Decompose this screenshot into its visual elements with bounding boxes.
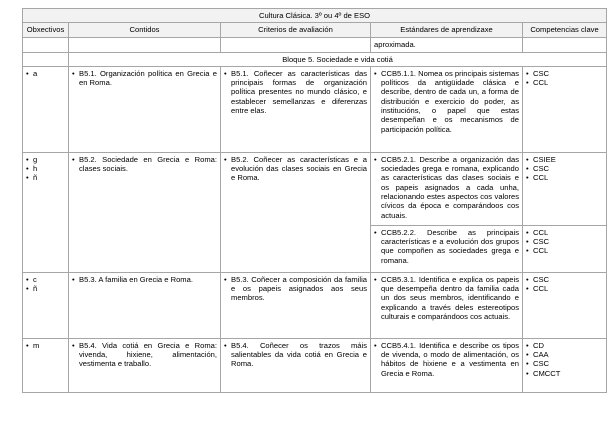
obxectivos-cell [23,272,69,338]
competencias-cell [523,338,607,392]
column-header-competencias: Competencias clave [523,23,607,37]
competencia-item: • CMCCT [526,369,603,378]
criterios-cell [221,152,371,272]
column-header-obxectivos: Obxectivos [23,23,69,37]
obxectivo-item: • ñ [26,173,65,182]
table-row [23,66,607,152]
obxectivos-cell [23,152,69,272]
competencia-item: • CCL [526,246,603,255]
contido-text: • B5.1. Organización política en Grecia e en Roma. [72,69,217,88]
criterios-cell [221,272,371,338]
criterio-text: • B5.2. Coñecer as características e a evolución das clases sociais en Grecia e Roma. [224,155,367,183]
competencias-cell [523,66,607,152]
competencia-item: • CD [526,341,603,350]
contidos-cell [69,338,221,392]
criterio-text: • B5.4. Coñecer os trazos máis salientables da vida cotiá en Grecia e Roma. [224,341,367,369]
competencia-item: • CSC [526,69,603,78]
competencias-cell [523,272,607,338]
estandar-text: • CCB5.1.1. Nomea os principais sistemas políticos da antigüidade clásica e describe, dentro de cada un, a forma de distribución e exercicio do poder, as institucións, o papel que estas desempeñan e os mecanismos de participación política. [374,69,519,134]
criterio-text: • B5.3. Coñecer a composición da familia e os papeis asignados aos seus membros. [224,275,367,303]
competencia-item: • CCL [526,173,603,182]
curriculum-table [22,8,607,393]
obxectivo-item: • c [26,275,65,284]
contidos-cell [69,272,221,338]
contido-text: • B5.4. Vida cotiá en Grecia e Roma: vivenda, hixiene, alimentación, vestimenta e traballo. [72,341,217,369]
competencias-cell [523,225,607,272]
carryover-cell [523,37,607,52]
competencia-item: • CSC [526,275,603,284]
competencia-item: • CSC [526,237,603,246]
carryover-text: aproximada. [371,37,523,52]
competencias-cell [523,152,607,225]
block-spacer-cell [23,52,69,66]
contido-text: • B5.3. A familia en Grecia e Roma. [72,275,217,284]
competencia-item: • CSIEE [526,155,603,164]
estandar-text: • CCB5.3.1. Identifica e explica os papeis que desempeña dentro da familia cada un dos seus membros, identificando e explicando a través deles estereotipos culturais e comparándoos cos actuais. [374,275,519,321]
obxectivo-item: • ñ [26,284,65,293]
estandar-text: • CCB5.2.2. Describe as principais características e a evolución dos grupos que compoñen as sociedades grega e romana. [374,228,519,265]
competencia-item: • CAA [526,350,603,359]
obxectivo-item: • g [26,155,65,164]
block-title: Bloque 5. Sociedade e vida cotiá [69,52,607,66]
estandar-cell [371,152,523,225]
competencia-item: • CCL [526,284,603,293]
estandar-cell [371,338,523,392]
obxectivo-item: • a [26,69,65,78]
column-header-estandares: Estándares de aprendizaxe [371,23,523,37]
estandar-cell [371,272,523,338]
obxectivos-cell [23,338,69,392]
column-header-criterios: Criterios de avaliación [221,23,371,37]
table-row [23,338,607,392]
competencia-item: • CSC [526,359,603,368]
carryover-cell [221,37,371,52]
competencia-item: • CCL [526,78,603,87]
contido-text: • B5.2. Sociedade en Grecia e Roma: clases sociais. [72,155,217,174]
competencia-item: • CSC [526,164,603,173]
obxectivos-cell [23,66,69,152]
carryover-cell [69,37,221,52]
criterios-cell [221,338,371,392]
estandar-cell [371,225,523,272]
table-row [23,152,607,225]
obxectivo-item: • m [26,341,65,350]
obxectivo-item: • h [26,164,65,173]
carryover-cell [23,37,69,52]
estandar-text: • CCB5.2.1. Describe a organización das sociedades grega e romana, explicando as características das clases sociais e os papeis asignados a cada unha, relacionando estes aspectos cos valores cívicos da época e comparándoos cos actuais. [374,155,519,220]
column-header-contidos: Contidos [69,23,221,37]
table-title: Cultura Clásica. 3º ou 4º de ESO [23,9,607,23]
criterios-cell [221,66,371,152]
estandar-cell [371,66,523,152]
contidos-cell [69,152,221,272]
estandar-text: • CCB5.4.1. Identifica e describe os tipos de vivenda, o modo de alimentación, os hábitos de hixiene e a vestimenta en Grecia e Roma. [374,341,519,378]
competencia-item: • CCL [526,228,603,237]
criterio-text: • B5.1. Coñecer as características das principais formas de organización política presentes no mundo clásico, e establecer semellanzas e diferenzas entre elas. [224,69,367,115]
table-row [23,272,607,338]
contidos-cell [69,66,221,152]
